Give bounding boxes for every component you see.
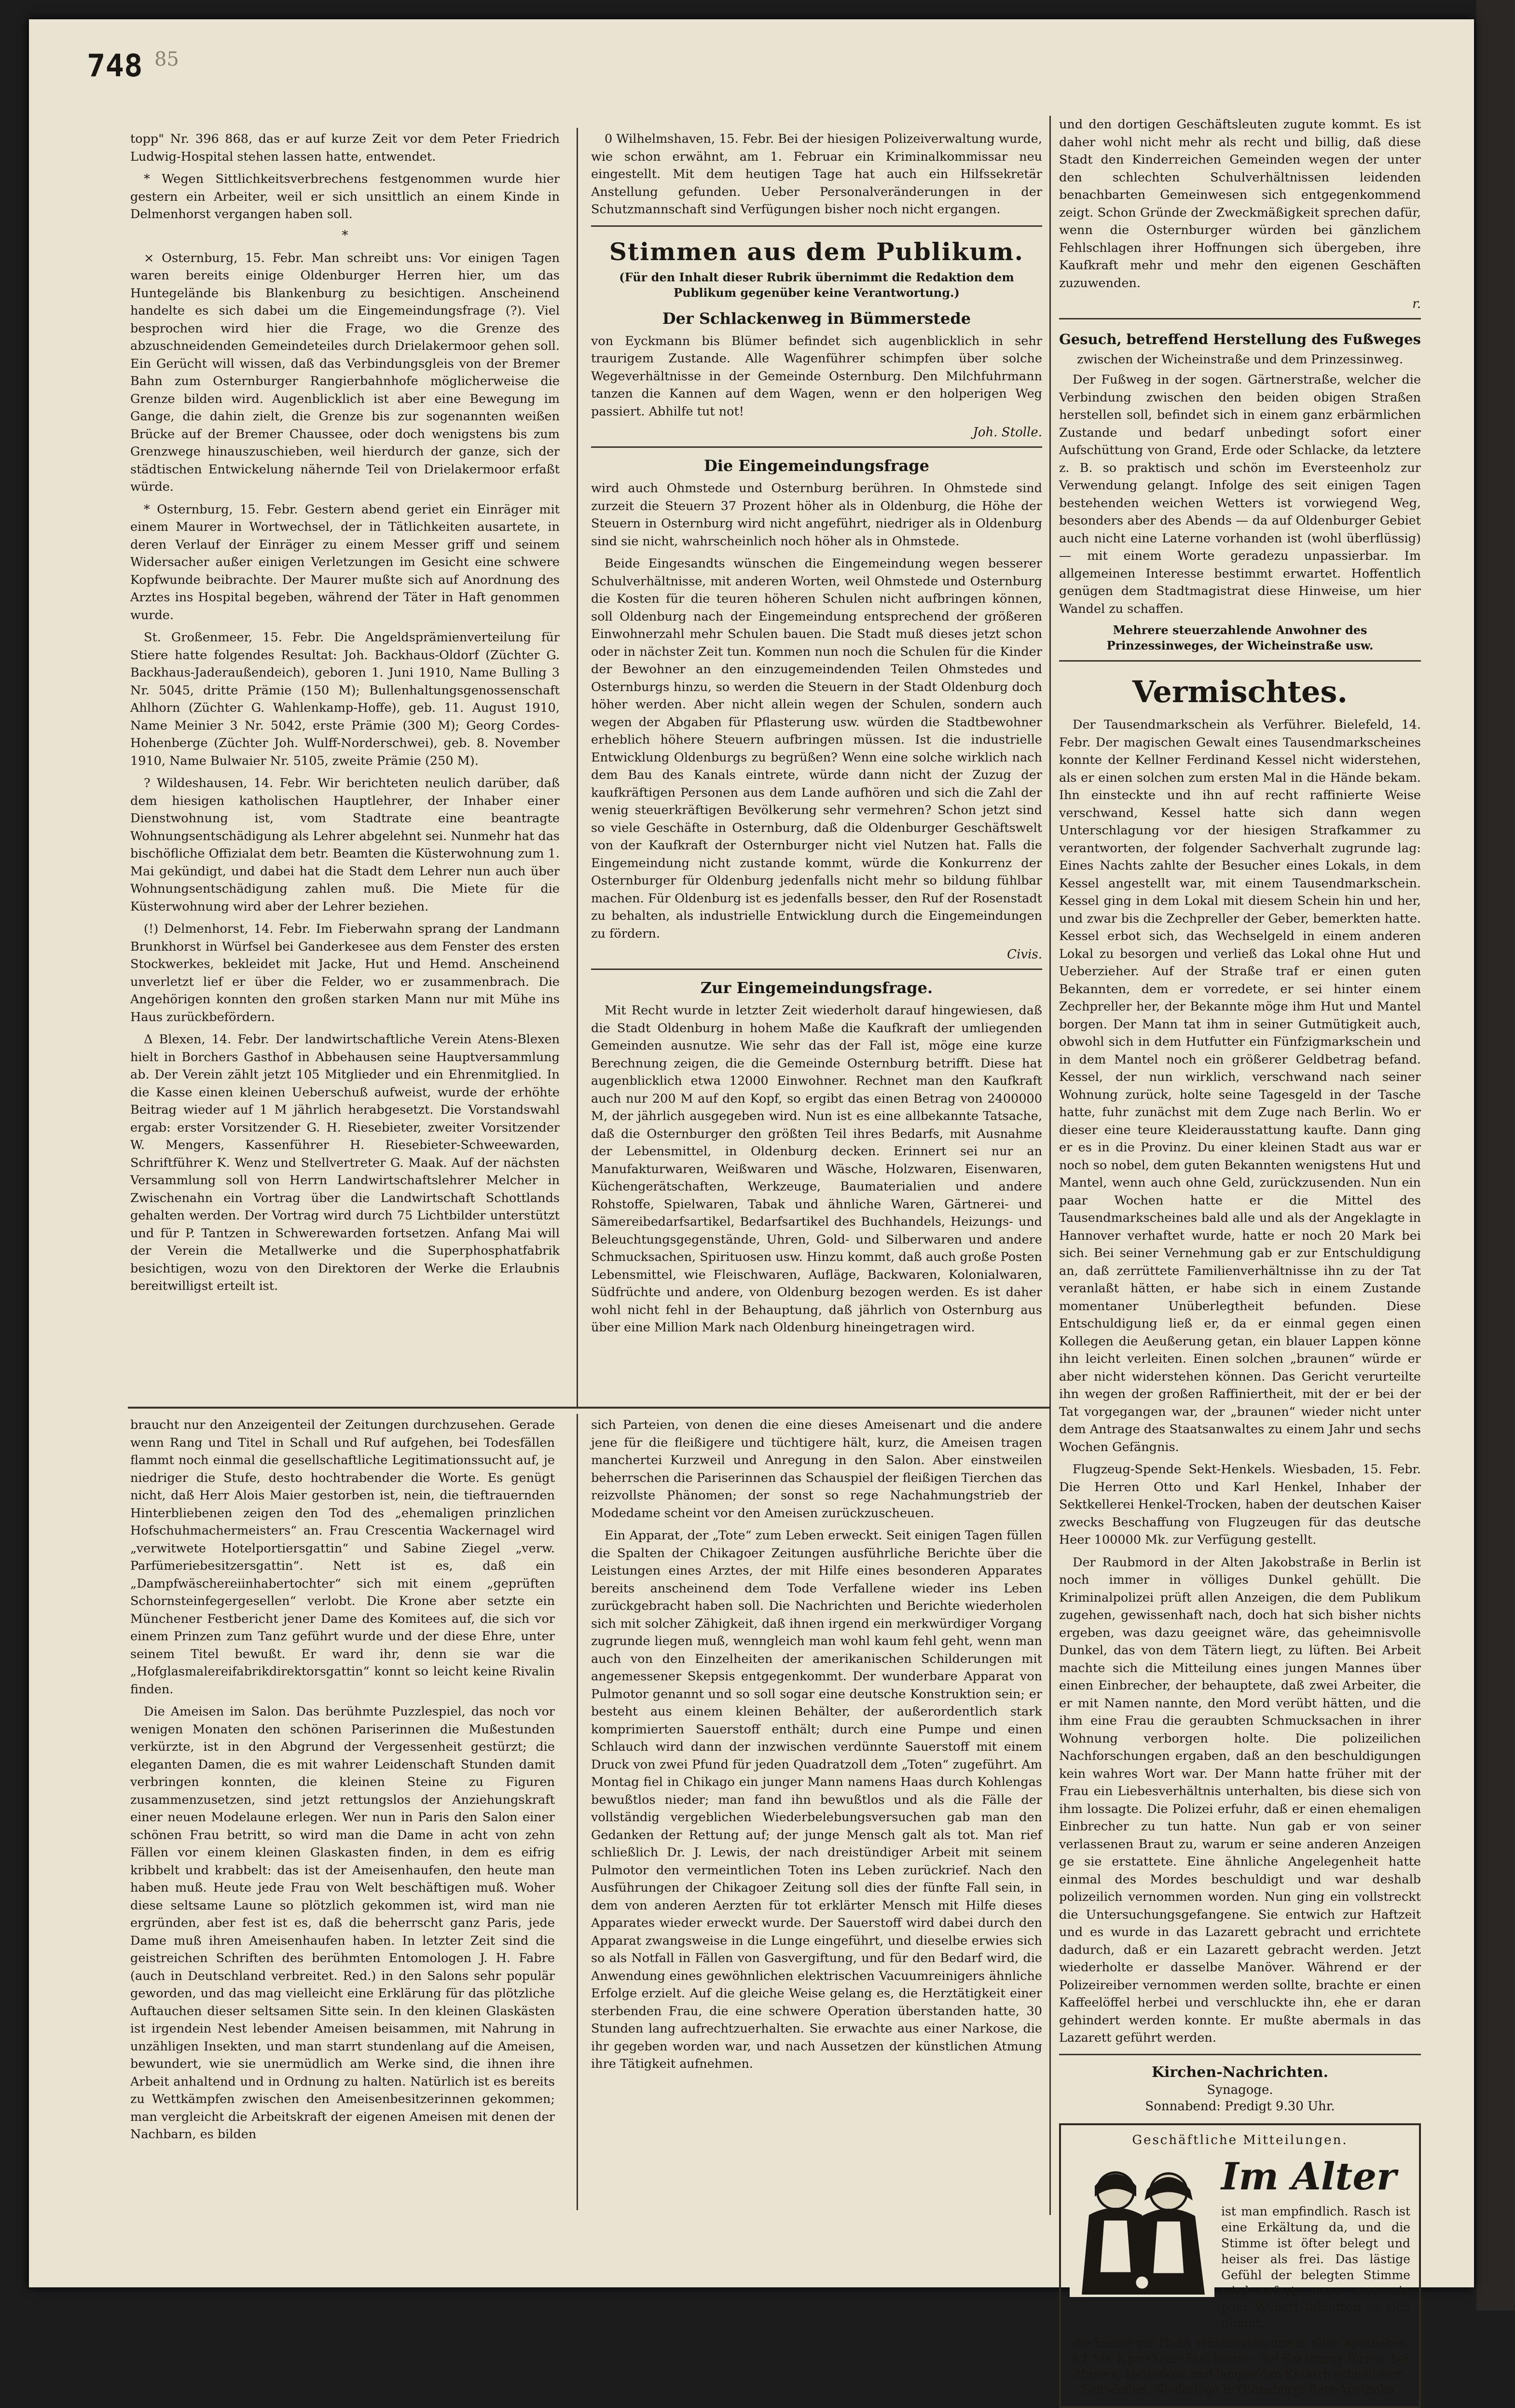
section-rule bbox=[128, 1407, 1049, 1409]
article-paragraph: 0 Wilhelmshaven, 15. Febr. Bei der hiesigen Polizeiverwaltung wurde, wie schon erwähnt, am 1. Februar ein Kriminalkommissar neu eingestellt. Mit dem heutigen Tage hat auch ein Hilfssekretär Anstellung gefunden. Ueber Personalveränderungen in der Schutzmannschaft sind Verfügungen bisher noch nicht ergangen. bbox=[591, 132, 1042, 217]
letter-text: Beide Eingesandts wünschen die Eingemeindung wegen besserer Schulverhältnisse, mit anderen Worten, weil Ohmstede und Osternburg die Kosten für die teuren höheren Schulen nicht aufbringen können, soll Oldenburg nach der Eingemeindung entsprechend der größeren Einwohnerzahl mehr Schulen bauen. Die Stadt muß dieses jetzt schon oder in nächster Zeit tun. Kommen nun noch die Schulen für die Kinder der Bewohner an den einzugemeindenden Teilen Ohmstedes und Osternburgs hinzu, so werden die Steuern in der Stadt Oldenburg doch höher werden. Aber nicht allein wegen der Schulen, sondern auch wegen der Abgaben für Pflasterung usw. würden die Stadtbewohner erheblich höhere Steuern aufbringen müssen. Ist die industrielle Entwicklung Oldenburgs zu begrüßen? Wenn eine solche wirklich nach dem Bau des Kanals eintrete, würde dann nicht der Zuzug der kaufkräftigen Personen aus dem Lande aufhören und sich die Zahl der wenig steuerkräftigen Bevölkerung sehr vermehren? Schon jetzt sind so viele Geschäfte in Osternburg, daß die Oldenburger Geschäftswelt von der Kaufkraft der Osternburger nicht viel Nutzen hat. Falls die Eingemeindung nicht zustande kommt, würde die Konkurrenz der Osternburger für Oldenburg jedenfalls nicht mehr so bildung fühlbar machen. Für Oldenburg ist es jedenfalls besser, den Ruf der Rosenstadt zu behalten, als industrielle Entwicklung durch die Eingemeindungen zu fördern. bbox=[591, 556, 1042, 941]
letter-signature: r. bbox=[1412, 297, 1421, 311]
letter-text: Mit Recht wurde in letzter Zeit wiederholt darauf hingewiesen, daß die Stadt Oldenburg in hohem Maße die Kaufkraft der umliegenden Gemeinden ausnutze. Wie sehr das der Fall ist, möge eine kurze Berechnung zeigen, die die Gemeinde Osternburg betrifft. Diese hat augenblicklich etwa 12000 Einwohner. Rechnet man den Kaufkraft auch nur 200 M auf den Kopf, so ergibt das einen Betrag von 2400000 M, der jährlich ausgegeben wird. Nun ist es eine allbekannte Tatsache, daß die Osternburger den größten Teil ihres Bedarfs, mit Ausnahme der Lebensmittel, in Oldenburg decken. Erinnert sei nur an Manufakturwaren, Weißwaren und Wäsche, Holzwaren, Eisenwaren, Küchengerätschaften, Werkzeuge, Baumaterialien und andere Rohstoffe, Spielwaren, Tabak und ähnliche Waren, Gärtnerei- und Sämereibedarfsartikel, Bedarfsartikel des Buchhandels, Heizungs- und Beleuchtungsgegenstände, Uhren, Gold- und Silberwaren und andere Schmucksachen, Spirituosen usw. Hinzu kommt, daß auch große Posten Lebensmittel, wie Fleischwaren, Aufläge, Backwaren, Kolonialwaren, Südfrüchte und andere, von Oldenburg bezogen werden. Es ist daher wohl nicht fehl in der Behauptung, daß jährlich von Osternburg aus über eine Million Mark nach Oldenburg hineingetragen wird. bbox=[591, 1003, 1042, 1335]
section-note: (Für den Inhalt dieser Rubrik übernimmt die Redaktion dem Publikum gegenüber keine Verantwortung.) bbox=[619, 270, 1014, 300]
article-paragraph: Δ Blexen, 14. Febr. Der landwirtschaftliche Verein Atens-Blexen hielt in Borchers Gasthof in Abbehausen seine Hauptversammlung ab. Der Verein zählt jetzt 105 Mitglieder und ein Ehrenmitglied. In die Kasse einen kleinen Ueberschuß aufweist, wurde der erhöhte Beitrag wieder auf 1 M jährlich herabgesetzt. Die Vorstandswahl ergab: erster Vorsitzender G. H. Riesebieter, zweiter Vorsitzender W. Mengers, Kassenführer H. Riesebieter-Schweewarden, Schriftführer K. Wenz und Stellvertreter G. Maak. Auf der nächsten Versammlung soll von Herrn Landwirtschaftslehrer Melcher in Zwischenahn ein Vortrag über die Landwirtschaft Schottlands gehalten werden. Der Vortrag wird durch 75 Lichtbilder unterstützt und für P. Tantzen in Schwerewarden fortsetzen. Anfang Mai will der Verein die Metallwerke und die Superphosphatfabrik besichtigen, wozu von den Direktoren der Werke die Erlaubnis bereitwilligst erteilt ist. bbox=[130, 1032, 560, 1293]
letter-signature: Civis. bbox=[1007, 947, 1042, 962]
section-title: Vermischtes. bbox=[1132, 674, 1348, 709]
column-vermischtes bbox=[1059, 116, 1421, 2396]
church-news-subtitle: Synagoge. bbox=[1207, 2082, 1273, 2097]
divider bbox=[591, 225, 1042, 227]
column-local-news bbox=[130, 130, 560, 1385]
letter-title: Gesuch, betreffend Herstellung des Fußweges bbox=[1059, 331, 1421, 347]
binding-edge bbox=[1476, 0, 1515, 2311]
divider bbox=[1059, 660, 1421, 662]
divider bbox=[1059, 2054, 1421, 2055]
letter-subtitle: zwischen der Wicheinstraße und dem Prinzessinweg. bbox=[1077, 352, 1403, 366]
article-paragraph: Der Raubmord in der Alten Jakobstraße in Berlin ist noch immer in völliges Dunkel gehüllt. Die Kriminalpolizei prüft allen Anzeigen, die dem Publikum zugehen, gewissenhaft nach, doch hat sich bisher nichts ergeben, was dazu geeignet wäre, das geheimnisvolle Dunkel, das von dem Tätern liegt, zu lüften. Bei Arbeit machte sich die Mitteilung eines jungen Mannes über einen Einbrecher, der behauptete, daß zwei Arbeiter, die er mit Namen nannte, den Mord verübt hätten, und die ihm eine Frau die geraubten Schmucksachen in ihrer Wohnung verborgen holte. Die polizeilichen Nachforschungen ergaben, daß an den beschuldigungen kein wahres Wort war. Der Mann hatte früher mit der Frau ein Liebesverhältnis unterhalten, bis diese sich von ihm lossagte. Die Polizei erfuhr, daß er einen ehemaligen Einbrecher zu tun hatte. Nun gab er von seiner verlassenen Braut zu, warum er seine anderen Anzeigen ge sie erstattete. Eine ähnliche Angelegenheit hatte einmal des Mordes beschuldigt und war deshalb polizeilich vernommen worden. Nun ging ein vollstreckt die Untersuchungsgefangene. Sie entwich zur Haftzeit und es wurde in das Lazarett gebracht und errichtete dadurch, daß er ein Lazarett gebracht werden. Jetzt wiederholte er dasselbe Manöver. Während er der Polizeireiber vernommen werden sollte, brachte er einen Kaffeelöffel herbei und verschluckte ihn, ehe er daran gehindert werden konnte. Er mußte abermals in das Lazarett geführt werden. bbox=[1059, 1555, 1421, 2045]
article-paragraph: × Osternburg, 15. Febr. Man schreibt uns: Vor einigen Tagen waren bereits einige Oldenburger Herren hier, um das Huntegelände bis Blankenburg zu besichtigen. Anscheinend handelte es sich dabei um die Eingemeindungsfrage (?). Viel besprochen wird hier die Frage, wo die Grenze des abzuschneidenden Gemeindeteiles durch Drielakermoor gehen soll. Ein Gerücht will wissen, daß das Verbindungsgleis von der Bremer Bahn zum Osternburger Rangierbahnhofe möglicherweise die Grenze bilden wird. Augenblicklich ist aber eine Bewegung im Gange, die dahin zielt, die Grenze bis zur sogenannten weißen Brücke auf der Bremer Chaussee, oder doch wenigstens bis zum Grenzwege hinauszuschieben, weil hierdurch der ganze, sich der städtischen Entwickelung nähernde Teil von Drielakermoor erfaßt würde. bbox=[130, 250, 560, 494]
page-mark: 85 bbox=[154, 48, 179, 70]
column-rule bbox=[577, 1414, 578, 2210]
article-paragraph: * Osternburg, 15. Febr. Gestern abend geriet ein Einräger mit einem Maurer in Wortwechsel, der in Tätlichkeiten ausartete, in deren Verlauf der Einräger zu einem Messer griff und seinem Widersacher außer einigen Verletzungen im Gesicht eine schwere Kopfwunde beibrachte. Der Maurer mußte sich auf Anordnung des Arztes ins Hospital begeben, während der Täter in Haft genommen wurde. bbox=[130, 502, 560, 623]
separator-mark: * bbox=[342, 228, 348, 243]
letter-title: Der Schlackenweg in Bümmerstede bbox=[662, 309, 971, 328]
letter-signature: Mehrere steuerzahlende Anwohner des Prinzessinweges, der Wicheinstraße usw. bbox=[1106, 623, 1374, 652]
ad-footer: die immer zur Hand sein müssen und in allen Apotheken à 1 Mark pro Schachtel kosten. Bei Erkältung dürfen, bei Husten, Heiserkeit und langen den Katarrh schnell zum Schwinden. Niederlage in Oldenburg: Rats-Apotheke. bbox=[1071, 2336, 1409, 2396]
ad-body: ist man empfindlich. Rasch ist eine Erkältung da, und die Stimme ist öfter belegt und heiser als frei. Das lästige Gefühl der belegten Stimme wird sofort, wenn man ein paar Wybert-Tabletten zu sich nimmt, bbox=[1221, 2204, 1410, 2330]
article-paragraph: Ein Apparat, der „Tote“ zum Leben erweckt. Seit einigen Tagen füllen die Spalten der Chikagoer Zeitungen ausführliche Berichte über die Leistungen eines Arztes, der mit Hilfe eines besonderen Apparates bereits anscheinend dem Tode Verfallene wieder ins Leben zurückgebracht haben soll. Die Nachrichten und Berichte wiederholen sich mit solcher Zähigkeit, daß ihnen irgend ein merkwürdiger Vorgang zugrunde liegen muß, wenngleich man wohl kaum fehl geht, wenn man auch von den Einzelheiten der amerikanischen Schilderungen mit angemessener Skepsis entgegenkommt. Der wunderbare Apparat von Pulmotor genannt und so soll sogar eine deutsche Konstruktion sein; er besteht aus einem kleinen Behälter, der außerordentlich stark komprimierten Sauerstoff enthält; durch eine Pumpe und einen Schlauch wird dann der inzwischen verdünnte Sauerstoff mit einem Druck von zwei Pfund für jeden Quadratzoll dem „Toten“ zugeführt. Am Montag fiel in Chikago ein junger Mann namens Haas durch Kohlengas bewußtlos nieder; man fand ihn bewußtlos und als die Fälle der vollständig vergeblichen Wiederbelebungsversuchen gab man den Gedanken der Rettung auf; der junge Mensch galt als tot. Man rief schließlich Dr. J. Lewis, der nach dreistündiger Arbeit mit seinem Pulmotor den vermeintlichen Toten ins Leben zurückrief. Nach den Ausführungen der Chikagoer Zeitung soll dies der fünfte Fall sein, in dem von anderen Aerzten für tot erklärter Mensch mit Hilfe dieses Apparates wieder erweckt wurde. Der Sauerstoff wird dabei durch den Apparat zwangsweise in die Lunge eingeführt, und dieselbe erwies sich so als Notfall in Fällen von Gasvergiftung, und für den Bedarf wird, die Anwendung eines gewöhnlichen elektrischen Vacuumreinigers ähnliche Erfolge erzielt. Auf die gleiche Weise gelang es, die Herztätigkeit einer sterbenden Frau, die eine schwere Operation überstanden hatte, 30 Stunden lang aufrechtzuerhalten. Sie erwachte aus einer Narkose, die ihr gegeben worden war, und nach Aussetzen der künstlichen Atmung ihre Tätigkeit aufnehmen. bbox=[591, 1528, 1042, 2071]
article-paragraph: topp" Nr. 396 868, das er auf kurze Zeit vor dem Peter Friedrich Ludwig-Hospital stehen lassen hatte, entwendet. bbox=[130, 132, 560, 164]
article-paragraph: und den dortigen Geschäftsleuten zugute kommt. Es ist daher wohl nicht mehr als recht und billig, daß diese Stadt den Kinderreichen Gemeinden wegen der unter den schlechten Schulverhältnissen leidenden benachbarten Gemeinwesen sich entgegenkommend zeigt. Schon Gründe der Zweckmäßigkeit sprechen dafür, wenn die Osternburger würden bei gänzlichem Fehlschlagen ihrer Hoffnungen sich übergeben, ihre Kaufkraft mehr und mehr den eigenen Geschäften zuzuwenden. bbox=[1059, 117, 1421, 291]
church-news-line: Sonnabend: Predigt 9.30 Uhr. bbox=[1145, 2099, 1335, 2114]
letter-text: wird auch Ohmstede und Osternburg berühren. In Ohmstede sind zurzeit die Steuern 37 Prozent höher als in Oldenburg, die Höhe der Steuern in Osternburg wird nicht angeführt, niedriger als in Oldenburg sind sie nicht, wahrscheinlich noch höher als in Ohmstede. bbox=[591, 481, 1042, 549]
letter-signature: Joh. Stolle. bbox=[973, 425, 1042, 440]
article-paragraph: Flugzeug-Spende Sekt-Henkels. Wiesbaden, 15. Febr. Die Herren Otto und Karl Henkel, Inhaber der Sektkellerei Henkel-Trocken, haben der deutschen Kaiser zwecks Beschaffung von Flugzeugen für das deutsche Heer 100000 Mk. zur Verfügung gestellt. bbox=[1059, 1462, 1421, 1547]
advertisement bbox=[1059, 2123, 1421, 2408]
article-paragraph: * Wegen Sittlichkeitsverbrechens festgenommen wurde hier gestern ein Arbeiter, weil er sich unsittlich an einem Kinde in Delmenhorst vergangen haben soll. bbox=[130, 172, 560, 221]
column-rule bbox=[577, 128, 578, 1407]
article-paragraph: (!) Delmenhorst, 14. Febr. Im Fieberwahn sprang der Landmann Brunkhorst in Würfsel bei Ganderkesee aus dem Fenster des ersten Stockwerkes, bekleidet mit Jacke, Hut und Hemd. Anscheinend unverletzt lief er über die Felder, wo er zusammenbrach. Die Angehörigen konnten den großen starken Mann nur mit Mühe ins Haus zurückbefördern. bbox=[130, 922, 560, 1024]
column-publikum bbox=[591, 130, 1042, 1399]
letter-title: Die Eingemeindungsfrage bbox=[704, 457, 929, 475]
divider bbox=[1059, 318, 1421, 319]
ad-headline: Im Alter bbox=[1221, 2154, 1397, 2199]
article-paragraph: braucht nur den Anzeigenteil der Zeitungen durchzusehen. Gerade wenn Rang und Titel in Schall und Ruf aufgehen, bei Todesfällen flammt noch einmal die gesellschaftliche Legitimationssucht auf, je niedriger die Stufe, desto hochtrabender die Worte. Es genügt nicht, daß Herr Alois Maier gestorben ist, nein, die tieftrauernden Hinterbliebenen zeigen den Tod des „ehemaligen prinzlichen Hofschuhmachermeisters“ an. Frau Crescentia Wackernagel wird „verwitwete Hotelportiersgattin“ und Sabine Ziegel „verw. Parfümeriebesitzersgattin“. Nett ist es, daß ein „Dampfwäschereiinhabertochter“ sich mit einem „geprüften Schornsteinfegergesellen“ verlobt. Die Krone aber setzte ein Münchener Festbericht jener Dame des Komitees auf, die sich vor einem Prinzen zum Tanz geführt wurde und der diese Ehre, unter seinem Titel bewußt. Er ward ihr, denn sie war die „Hofglasmalereifabrikdirektorsgattin“ konnt so leicht keine Rivalin finden. bbox=[130, 1418, 555, 1697]
church-news-title: Kirchen-Nachrichten. bbox=[1151, 2063, 1329, 2081]
column-feuilleton-right bbox=[591, 1416, 1042, 2208]
letter-text: Der Fußweg in der sogen. Gärtnerstraße, welcher die Verbindung zwischen den beiden obigen Straßen herstellen soll, befindet sich in einem ganz erbärmlichen Zustande und bedarf unbedingt sofort einer Aufschüttung von Grand, Erde oder Schlacke, da letztere z. B. so praktisch und schön im Eversteenholz zur Verwendung gelangt. Infolge des seit einigen Tagen bestehenden weichen Wetters ist vorwiegend Weg, besonders aber des Abends — da auf Oldenburger Gebiet auch nicht eine Laterne vorhanden ist (wohl überflüssig) — mit einem Worte geradezu unpassierbar. Im allgemeinen Interesse bestimmt erwartet. Hoffentlich genügen dem Stadtmagistrat diese Hinweise, um hier Wandel zu schaffen. bbox=[1059, 373, 1421, 616]
ad-kicker: Geschäftliche Mitteilungen. bbox=[1132, 2132, 1348, 2147]
column-feuilleton-left bbox=[130, 1416, 555, 2208]
page-number: 748 bbox=[87, 48, 143, 84]
article-paragraph: sich Parteien, von denen die eine dieses Ameisenart und die andere jene für die fleißigere und tüchtigere hält, kurz, die Ameisen tragen manchertei Kurzweil und Anregung in den Salon. Aber einstweilen beherrschen die Pariserinnen das Schauspiel der fleißigen Tierchen das reizvollste Phänomen; der sonst so rege Nachahmungstrieb der Modedame scheint vor den Ameisen zurückzuscheuen. bbox=[591, 1418, 1042, 1521]
letter-title: Zur Eingemeindungsfrage. bbox=[700, 979, 933, 997]
article-paragraph: ? Wildeshausen, 14. Febr. Wir berichteten neulich darüber, daß dem hiesigen katholischen Hauptlehrer, der Inhaber einer Dienstwohnung ist, vom Stadtrate eine beantragte Wohnungsentschädigung als Lehrer abgelehnt sei. Nunmehr hat das bischöfliche Offizialat dem betr. Beamten die Küsterwohnung zum 1. Mai gekündigt, und dabei hat die Stadt dem Lehrer nun auch über Wohnungsentschädigung zahlen muß. Die Miete für die Küsterwohnung wird aber der Lehrer beziehen. bbox=[130, 776, 560, 914]
article-paragraph: Die Ameisen im Salon. Das berühmte Puzzlespiel, das noch vor wenigen Monaten den schönen Pariserinnen die Mußestunden verkürzte, ist in den Abgrund der Vergessenheit gestürzt; die eleganten Damen, die es mit wahrer Leidenschaft Stunden damit verbringen konnten, die kleinen Steine zu Figuren zusammenzusetzen, sind jetzt rettungslos der Anziehungskraft einer neuen Modelaune erlegen. Wer nun in Paris den Salon einer schönen Frau betritt, so wird man die Dame in acht von zehn Fällen vor einem kleinen Glaskasten finden, in dem es eifrig kribbelt und krabbelt: das ist der Ameisenhaufen, den heute man haben muß. Heute jede Frau von Welt beschäftigen muß. Woher diese seltsame Laune so plötzlich gekommen ist, wird man nie ergründen, aber fest ist es, daß die beherrscht ganz Paris, jede Dame muß ihren Ameisenhaufen haben. In letzter Zeit sind die geistreichen Schriften des berühmten Entomologen J. H. Fabre (auch in Deutschland verbreitet. Red.) in den Salons sehr populär geworden, und das mag vielleicht eine Erklärung für das plötzliche Auftauchen dieser seltsamen Sitte sein. In den kleinen Glaskästen ist irgendein Nest lebender Ameisen beisammen, mit Nahrung in unzähligen Insekten, und man starrt stundenlang auf die Ameisen, bewundert, wie sie unermüdlich am Werke sind, die ihnen ihre Arbeit anhaltend und in Ordnung zu halten. Natürlich ist es bereits zu Wettkämpfen zwischen den Ameisenbesitzerinnen gekommen; man vergleicht die Arbeitskraft der eigenen Ameisen mit denen der Nachbarn, es bilden bbox=[130, 1704, 555, 2142]
article-paragraph: Der Tausendmarkschein als Verführer. Bielefeld, 14. Febr. Der magischen Gewalt eines Tausendmarkscheines konnte der Kellner Ferdinand Kessel nicht widerstehen, als er einen solchen zum ersten Mal in die Hände bekam. Ihn einsteckte und ihn auf recht raffinierte Weise verschwand, Kessel hatte sich dann wegen Unterschlagung vor der hiesigen Strafkammer zu verantworten, der folgender Sachverhalt zugrunde lag: Eines Nachts zahlte der Besucher eines Lokals, in dem Kessel angestellt war, mit einem Tausendmarkschein. Kessel ging in dem Lokal mit diesem Schein hin und her, und zwar bis die Zechpreller der Geber, bemerkten hatte. Kessel erbot sich, das Wechselgeld in einem anderen Lokal zu besorgen und verließ das Lokal ohne Hut und Ueberzieher. Auf der Straße traf er einen guten Bekannten, dem er vorredete, er sei hinter einem Zechpreller her, der Bekannte möge ihm Hut und Mantel borgen. Der Mann tat ihm in seiner Gutmütigkeit auch, obwohl sich in dem Hutfutter ein Fünfzigmarkschein und in dem Mantel noch ein größerer Geldbetrag befand. Kessel, der nun wirklich, verschwand nach seiner Wohnung zurück, holte seine Tagesgeld in der Tasche hatte, fuhr zunächst mit dem Zuge nach Berlin. Wo er dieser eine teure Kleiderausstattung kaufte. Dann ging er es in die Provinz. Du einer kleinen Stadt aus war er noch so nobel, dem guten Bekannten wenigstens Hut und Mantel, wenn auch ohne Geld, zurückzusenden. Nun ein paar Wochen hatte er die Mittel des Tausendmarkscheines bald alle und als der Angeklagte in Hannover verhaftet wurde, hatte er noch 20 Mark bei sich. Bei seiner Vernehmung gab er zur Entschuldigung an, daß zerrüttete Familienverhältnisse ihn zu der Tat veranlaßt hätten, er habe sich in einem Zustande momentaner Unüberlegtheit befunden. Diese Entschuldigung ließ er, da er einmal gegen einen Kollegen die Aeußerung getan, ein blauer Lappen könne ihn leicht verleiten. Einen solchen „braunen“ würde er aber nicht widerstehen können. Das Gericht verurteilte ihn wegen der großen Raffiniertheit, mit der er bei der Tat vorgegangen war, der „braunen“ wieder nicht unter dem Antrage des Staatsanwaltes zu einem Jahr und sechs Wochen Gefängnis. bbox=[1059, 718, 1421, 1454]
letter-text: von Eyckmann bis Blümer befindet sich augenblicklich in sehr traurigem Zustande. Alle Wagenführer schimpfen über solche Wegeverhältnisse in der Gemeinde Osternburg. Den Milchfuhrmann tanzen die Kannen auf dem Wagen, wenn er den holperigen Weg passiert. Abhilfe tut not! bbox=[591, 333, 1042, 419]
column-rule bbox=[1049, 116, 1051, 2215]
elderly-couple-illustration bbox=[1070, 2152, 1214, 2297]
divider bbox=[591, 969, 1042, 970]
section-title: Stimmen aus dem Publikum. bbox=[609, 237, 1024, 266]
article-paragraph: St. Großenmeer, 15. Febr. Die Angeldsprämienverteilung für Stiere hatte folgendes Resultat: Joh. Backhaus-Oldorf (Züchter G. Backhaus-Jaderaußendeich), geboren 1. Juni 1910, Name Bulling 3 Nr. 5045, dritte Prämie (150 M); Bullenhaltungsgenossenschaft Ahlhorn (Züchter G. Wahlenkamp-Hoffe), geb. 11. August 1910, Name Meinier 3 Nr. 5042, erste Prämie (300 M); Georg Cordes-Hohenberge (Züchter Joh. Wulff-Norderschwei), geb. 8. November 1910, Name Bulwaier Nr. 5105, zweite Prämie (250 M). bbox=[130, 630, 560, 768]
divider bbox=[591, 446, 1042, 448]
